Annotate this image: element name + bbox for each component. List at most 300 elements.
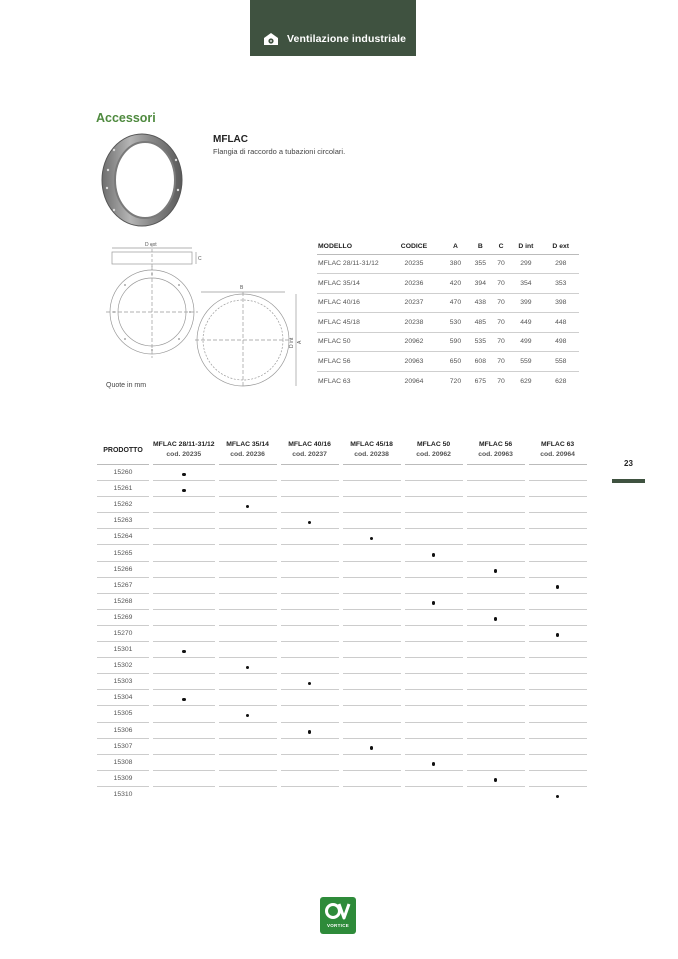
dim-cell-d-ext: 558 xyxy=(542,352,579,372)
dim-cell-d-int: 499 xyxy=(509,332,542,352)
compatibility-dot xyxy=(494,778,498,782)
matrix-cell xyxy=(467,610,525,626)
matrix-col-model: MFLAC 40/16 xyxy=(288,441,331,448)
compatibility-dot xyxy=(494,569,498,573)
vortice-logo xyxy=(320,897,356,934)
matrix-cell xyxy=(405,610,463,626)
matrix-cell xyxy=(219,594,277,610)
dim-cell-b: 355 xyxy=(468,254,493,274)
matrix-product-code: 15310 xyxy=(113,791,133,799)
matrix-cell xyxy=(153,706,215,722)
matrix-row xyxy=(97,723,587,739)
matrix-cell xyxy=(219,513,277,529)
matrix-product-code: 15261 xyxy=(97,481,149,497)
section-title: Accessori xyxy=(96,111,156,125)
matrix-cell xyxy=(281,642,339,658)
matrix-product-code: 15260 xyxy=(97,465,149,481)
dim-cell-a: 590 xyxy=(443,332,468,352)
logo-brand-text: VORTICE xyxy=(326,923,350,928)
house-fan-icon xyxy=(263,32,279,46)
dim-cell-d-int: 449 xyxy=(509,313,542,333)
dim-cell-code: 20964 xyxy=(404,377,424,385)
matrix-cell xyxy=(219,706,277,722)
compatibility-dot xyxy=(556,585,560,589)
matrix-cell xyxy=(281,755,339,771)
matrix-cell xyxy=(153,674,215,690)
matrix-cell xyxy=(529,545,587,561)
matrix-cell xyxy=(343,642,401,658)
matrix-product-code: 15267 xyxy=(97,578,149,594)
dim-cell-b: 485 xyxy=(468,313,493,333)
matrix-cell xyxy=(467,578,525,594)
matrix-product-code: 15268 xyxy=(97,594,149,610)
ov-logo-icon xyxy=(325,901,351,921)
matrix-col-code: cod. 20235 xyxy=(166,451,202,458)
matrix-col-code: cod. 20963 xyxy=(478,451,513,458)
dim-cell-a: 380 xyxy=(443,254,468,274)
matrix-cell xyxy=(219,642,277,658)
dim-cell-d-int: 629 xyxy=(520,377,532,385)
matrix-cell xyxy=(281,465,339,481)
b-label: B xyxy=(240,285,244,291)
dim-cell-c: 70 xyxy=(493,274,510,294)
matrix-cell xyxy=(343,545,401,561)
matrix-cell xyxy=(467,723,525,739)
matrix-cell xyxy=(405,529,463,545)
header-title: Ventilazione industriale xyxy=(287,33,407,45)
dim-cell-c: 70 xyxy=(493,352,510,372)
matrix-cell xyxy=(529,642,587,658)
product-description: Flangia di raccordo a tubazioni circolari. xyxy=(213,147,346,156)
matrix-col-model: MFLAC 50 xyxy=(416,441,451,448)
matrix-cell xyxy=(343,513,401,529)
matrix-cell xyxy=(529,578,587,594)
matrix-cell xyxy=(219,626,277,642)
matrix-cell xyxy=(281,658,339,674)
matrix-cell xyxy=(219,690,277,706)
d-ext-label: D ext xyxy=(145,242,157,248)
matrix-cell xyxy=(405,562,463,578)
matrix-cell xyxy=(343,723,401,739)
matrix-cell xyxy=(281,723,339,739)
matrix-product-code: 15304 xyxy=(97,690,149,706)
matrix-cell xyxy=(343,771,401,787)
matrix-cell xyxy=(343,481,401,497)
matrix-cell xyxy=(405,497,463,513)
dim-cell-model: MFLAC 28/11-31/12 xyxy=(317,254,385,274)
matrix-col-model: MFLAC 63 xyxy=(540,441,575,448)
dim-cell-d-ext: 353 xyxy=(542,274,579,294)
matrix-row xyxy=(97,706,587,722)
matrix-cell xyxy=(467,481,525,497)
product-photo xyxy=(98,130,186,230)
matrix-row xyxy=(97,674,587,690)
matrix-product-code: 15269 xyxy=(97,610,149,626)
compatibility-dot xyxy=(494,617,498,621)
dim-cell-d-int: 559 xyxy=(509,352,542,372)
matrix-row xyxy=(97,658,587,674)
matrix-cell xyxy=(467,594,525,610)
matrix-cell xyxy=(529,706,587,722)
matrix-cell xyxy=(281,739,339,755)
matrix-cell xyxy=(529,626,587,642)
matrix-cell xyxy=(153,626,215,642)
matrix-product-code: 15266 xyxy=(97,562,149,578)
dim-cell-d-int: 299 xyxy=(509,254,542,274)
matrix-header-row xyxy=(97,440,587,465)
matrix-cell xyxy=(219,787,277,803)
dimensions-header-row xyxy=(317,240,579,254)
matrix-cell xyxy=(529,787,587,803)
matrix-product-code: 15305 xyxy=(97,706,149,722)
matrix-cell xyxy=(405,545,463,561)
matrix-cell xyxy=(281,545,339,561)
dim-cell-c: 70 xyxy=(493,293,510,313)
matrix-cell xyxy=(343,578,401,594)
matrix-cell xyxy=(467,497,525,513)
matrix-row xyxy=(97,626,587,642)
dim-header-b: B xyxy=(468,240,493,254)
compatibility-dot xyxy=(182,473,186,477)
dim-cell-model: MFLAC 50 xyxy=(317,332,385,352)
compatibility-dot xyxy=(556,633,560,637)
matrix-cell xyxy=(405,578,463,594)
dim-cell-code: 20963 xyxy=(385,352,443,372)
matrix-cell xyxy=(405,690,463,706)
matrix-cell xyxy=(405,771,463,787)
matrix-cell xyxy=(529,594,587,610)
matrix-cell xyxy=(219,465,277,481)
dim-header-a: A xyxy=(443,240,468,254)
matrix-cell xyxy=(219,529,277,545)
dimensions-row xyxy=(317,293,579,313)
matrix-cell xyxy=(529,562,587,578)
matrix-cell xyxy=(153,545,215,561)
compatibility-dot xyxy=(370,537,374,541)
matrix-cell xyxy=(281,787,339,803)
matrix-cell xyxy=(219,578,277,594)
matrix-header-col xyxy=(281,440,339,465)
dimensions-row xyxy=(317,254,579,274)
matrix-cell xyxy=(467,771,525,787)
matrix-product-code: 15303 xyxy=(97,674,149,690)
compatibility-dot xyxy=(432,601,436,605)
matrix-cell xyxy=(281,578,339,594)
dim-cell-c: 70 xyxy=(493,313,510,333)
matrix-cell xyxy=(153,562,215,578)
matrix-cell xyxy=(153,690,215,706)
dim-cell-d-int: 354 xyxy=(509,274,542,294)
matrix-product-code: 15308 xyxy=(97,755,149,771)
matrix-cell xyxy=(153,513,215,529)
dim-cell-b: 438 xyxy=(468,293,493,313)
matrix-header-product: PRODOTTO xyxy=(97,440,149,465)
matrix-cell xyxy=(153,481,215,497)
dim-cell-code: 20962 xyxy=(385,332,443,352)
dimensions-row xyxy=(317,313,579,333)
matrix-row xyxy=(97,513,587,529)
matrix-cell xyxy=(529,529,587,545)
dim-header-model: MODELLO xyxy=(317,240,385,254)
compatibility-dot xyxy=(246,666,250,670)
matrix-cell xyxy=(529,465,587,481)
matrix-product-code: 15265 xyxy=(97,545,149,561)
matrix-cell xyxy=(219,658,277,674)
compatibility-dot xyxy=(182,489,186,493)
matrix-cell xyxy=(405,465,463,481)
dim-cell-a: 530 xyxy=(443,313,468,333)
matrix-cell xyxy=(405,626,463,642)
matrix-cell xyxy=(405,642,463,658)
matrix-cell xyxy=(529,739,587,755)
matrix-row xyxy=(97,642,587,658)
dim-cell-b: 608 xyxy=(468,352,493,372)
dim-cell-d-ext: 298 xyxy=(542,254,579,274)
matrix-cell xyxy=(343,658,401,674)
compatibility-dot xyxy=(432,553,436,557)
dim-header-c: C xyxy=(493,240,510,254)
matrix-row xyxy=(97,545,587,561)
matrix-cell xyxy=(529,658,587,674)
dim-cell-a: 650 xyxy=(443,352,468,372)
matrix-cell xyxy=(405,481,463,497)
front-view xyxy=(106,266,198,358)
matrix-cell xyxy=(153,465,215,481)
matrix-cell xyxy=(281,562,339,578)
dim-cell-a: 470 xyxy=(443,293,468,313)
matrix-cell xyxy=(153,594,215,610)
matrix-cell xyxy=(343,497,401,513)
matrix-product-code: 15306 xyxy=(97,723,149,739)
matrix-product-code: 15264 xyxy=(97,529,149,545)
matrix-col-code: cod. 20962 xyxy=(416,451,451,458)
matrix-cell xyxy=(529,481,587,497)
measurement-note: Quote in mm xyxy=(106,382,147,389)
matrix-cell xyxy=(281,529,339,545)
dim-cell-d-ext: 498 xyxy=(542,332,579,352)
compatibility-dot xyxy=(182,698,186,702)
matrix-cell xyxy=(529,690,587,706)
compatibility-dot xyxy=(308,730,312,734)
matrix-product-code: 15309 xyxy=(97,771,149,787)
matrix-header-col xyxy=(153,440,215,465)
matrix-cell xyxy=(529,755,587,771)
matrix-cell xyxy=(281,771,339,787)
matrix-cell xyxy=(153,787,215,803)
compatibility-dot xyxy=(246,505,250,509)
matrix-cell xyxy=(153,723,215,739)
matrix-col-code: cod. 20237 xyxy=(292,451,327,458)
dim-cell-c: 70 xyxy=(493,254,510,274)
matrix-row xyxy=(97,481,587,497)
matrix-header-col xyxy=(405,440,463,465)
dim-cell-model: MFLAC 40/16 xyxy=(317,293,385,313)
matrix-row xyxy=(97,529,587,545)
matrix-cell xyxy=(405,755,463,771)
a-label: A xyxy=(297,340,303,344)
compatibility-matrix xyxy=(93,440,591,803)
matrix-cell xyxy=(153,578,215,594)
matrix-cell xyxy=(467,674,525,690)
matrix-cell xyxy=(153,755,215,771)
dim-header-code: CODICE xyxy=(385,240,443,254)
matrix-cell xyxy=(219,755,277,771)
dim-cell-d-ext: 398 xyxy=(542,293,579,313)
matrix-cell xyxy=(219,739,277,755)
matrix-row xyxy=(97,578,587,594)
matrix-cell xyxy=(219,545,277,561)
dim-header-d-ext: D ext xyxy=(542,240,579,254)
matrix-cell xyxy=(153,642,215,658)
matrix-cell xyxy=(153,529,215,545)
matrix-row xyxy=(97,771,587,787)
matrix-cell xyxy=(467,529,525,545)
dim-cell-code: 20236 xyxy=(385,274,443,294)
matrix-header-col xyxy=(343,440,401,465)
matrix-cell xyxy=(467,706,525,722)
compatibility-dot xyxy=(246,714,250,718)
compatibility-dot xyxy=(432,762,436,766)
matrix-cell xyxy=(219,497,277,513)
matrix-cell xyxy=(405,787,463,803)
dimensions-row xyxy=(317,274,579,294)
matrix-product-code: 15263 xyxy=(97,513,149,529)
matrix-row xyxy=(97,755,587,771)
matrix-col-model: MFLAC 45/18 xyxy=(350,441,393,448)
matrix-cell xyxy=(281,497,339,513)
header-tab xyxy=(250,0,416,56)
dim-cell-d-ext: 448 xyxy=(542,313,579,333)
matrix-cell xyxy=(281,513,339,529)
matrix-cell xyxy=(219,481,277,497)
matrix-col-model: MFLAC 28/11-31/12 xyxy=(153,441,215,448)
matrix-cell xyxy=(281,690,339,706)
matrix-cell xyxy=(153,739,215,755)
matrix-cell xyxy=(343,529,401,545)
matrix-row xyxy=(97,465,587,481)
matrix-cell xyxy=(467,755,525,771)
matrix-cell xyxy=(343,739,401,755)
matrix-product-code: 15270 xyxy=(97,626,149,642)
dim-cell-a: 720 xyxy=(449,377,462,385)
matrix-cell xyxy=(467,739,525,755)
matrix-cell xyxy=(343,626,401,642)
matrix-col-code: cod. 20236 xyxy=(230,451,265,458)
matrix-cell xyxy=(281,610,339,626)
matrix-cell xyxy=(343,690,401,706)
matrix-cell xyxy=(467,690,525,706)
matrix-row xyxy=(97,497,587,513)
d-int-label: D int xyxy=(289,337,295,348)
dim-cell-code: 20237 xyxy=(385,293,443,313)
matrix-cell xyxy=(219,771,277,787)
matrix-cell xyxy=(405,658,463,674)
compatibility-dot xyxy=(308,682,312,686)
page-marker-bar xyxy=(612,479,645,483)
matrix-col-code: cod. 20238 xyxy=(354,451,389,458)
matrix-cell xyxy=(343,706,401,722)
compatibility-dot xyxy=(308,521,312,525)
matrix-cell xyxy=(529,610,587,626)
matrix-col-model: MFLAC 35/14 xyxy=(226,441,269,448)
dim-cell-code: 20235 xyxy=(385,254,443,274)
product-name: MFLAC xyxy=(213,134,248,145)
matrix-cell xyxy=(343,610,401,626)
matrix-product-code: 15302 xyxy=(97,658,149,674)
matrix-cell xyxy=(467,465,525,481)
matrix-cell xyxy=(281,706,339,722)
page-number: 23 xyxy=(624,459,633,468)
matrix-cell xyxy=(467,562,525,578)
dim-cell-d-int: 399 xyxy=(509,293,542,313)
dim-header-d-int: D int xyxy=(509,240,542,254)
matrix-cell xyxy=(467,513,525,529)
dim-cell-model: MFLAC 45/18 xyxy=(317,313,385,333)
dimensions-row xyxy=(317,352,579,372)
compatibility-dot xyxy=(370,746,374,750)
technical-drawing xyxy=(100,236,305,396)
matrix-cell xyxy=(281,481,339,497)
dim-cell-code: 20238 xyxy=(385,313,443,333)
matrix-cell xyxy=(467,658,525,674)
matrix-row xyxy=(97,594,587,610)
matrix-row xyxy=(97,690,587,706)
dim-cell-b: 675 xyxy=(474,377,486,385)
matrix-cell xyxy=(467,626,525,642)
dim-cell-c: 70 xyxy=(493,332,510,352)
matrix-cell xyxy=(529,723,587,739)
matrix-cell xyxy=(467,642,525,658)
matrix-cell xyxy=(153,771,215,787)
matrix-cell xyxy=(405,723,463,739)
dim-cell-d-ext: 628 xyxy=(555,377,567,385)
matrix-cell xyxy=(219,723,277,739)
matrix-product-code: 15301 xyxy=(97,642,149,658)
matrix-product-code: 15262 xyxy=(97,497,149,513)
matrix-product-code: 15307 xyxy=(97,739,149,755)
dim-cell-model: MFLAC 56 xyxy=(317,352,385,372)
matrix-cell xyxy=(153,658,215,674)
matrix-cell xyxy=(467,787,525,803)
matrix-cell xyxy=(343,562,401,578)
dim-cell-a: 420 xyxy=(443,274,468,294)
dimensions-table xyxy=(317,240,579,391)
matrix-cell xyxy=(467,545,525,561)
dimensions-row xyxy=(317,371,579,391)
matrix-cell xyxy=(343,594,401,610)
dimensions-row xyxy=(317,332,579,352)
matrix-row xyxy=(97,610,587,626)
matrix-header-col xyxy=(467,440,525,465)
dim-cell-b: 394 xyxy=(468,274,493,294)
matrix-row xyxy=(97,787,587,803)
matrix-cell xyxy=(529,513,587,529)
matrix-row xyxy=(97,562,587,578)
matrix-cell xyxy=(405,674,463,690)
matrix-col-code: cod. 20964 xyxy=(540,451,575,458)
matrix-row xyxy=(97,739,587,755)
matrix-cell xyxy=(219,610,277,626)
matrix-cell xyxy=(529,771,587,787)
matrix-cell xyxy=(281,594,339,610)
compatibility-dot xyxy=(556,795,560,799)
matrix-header-col xyxy=(529,440,587,465)
hole-view xyxy=(195,292,296,388)
matrix-cell xyxy=(343,674,401,690)
matrix-cell xyxy=(281,626,339,642)
matrix-cell xyxy=(405,594,463,610)
matrix-cell xyxy=(343,755,401,771)
